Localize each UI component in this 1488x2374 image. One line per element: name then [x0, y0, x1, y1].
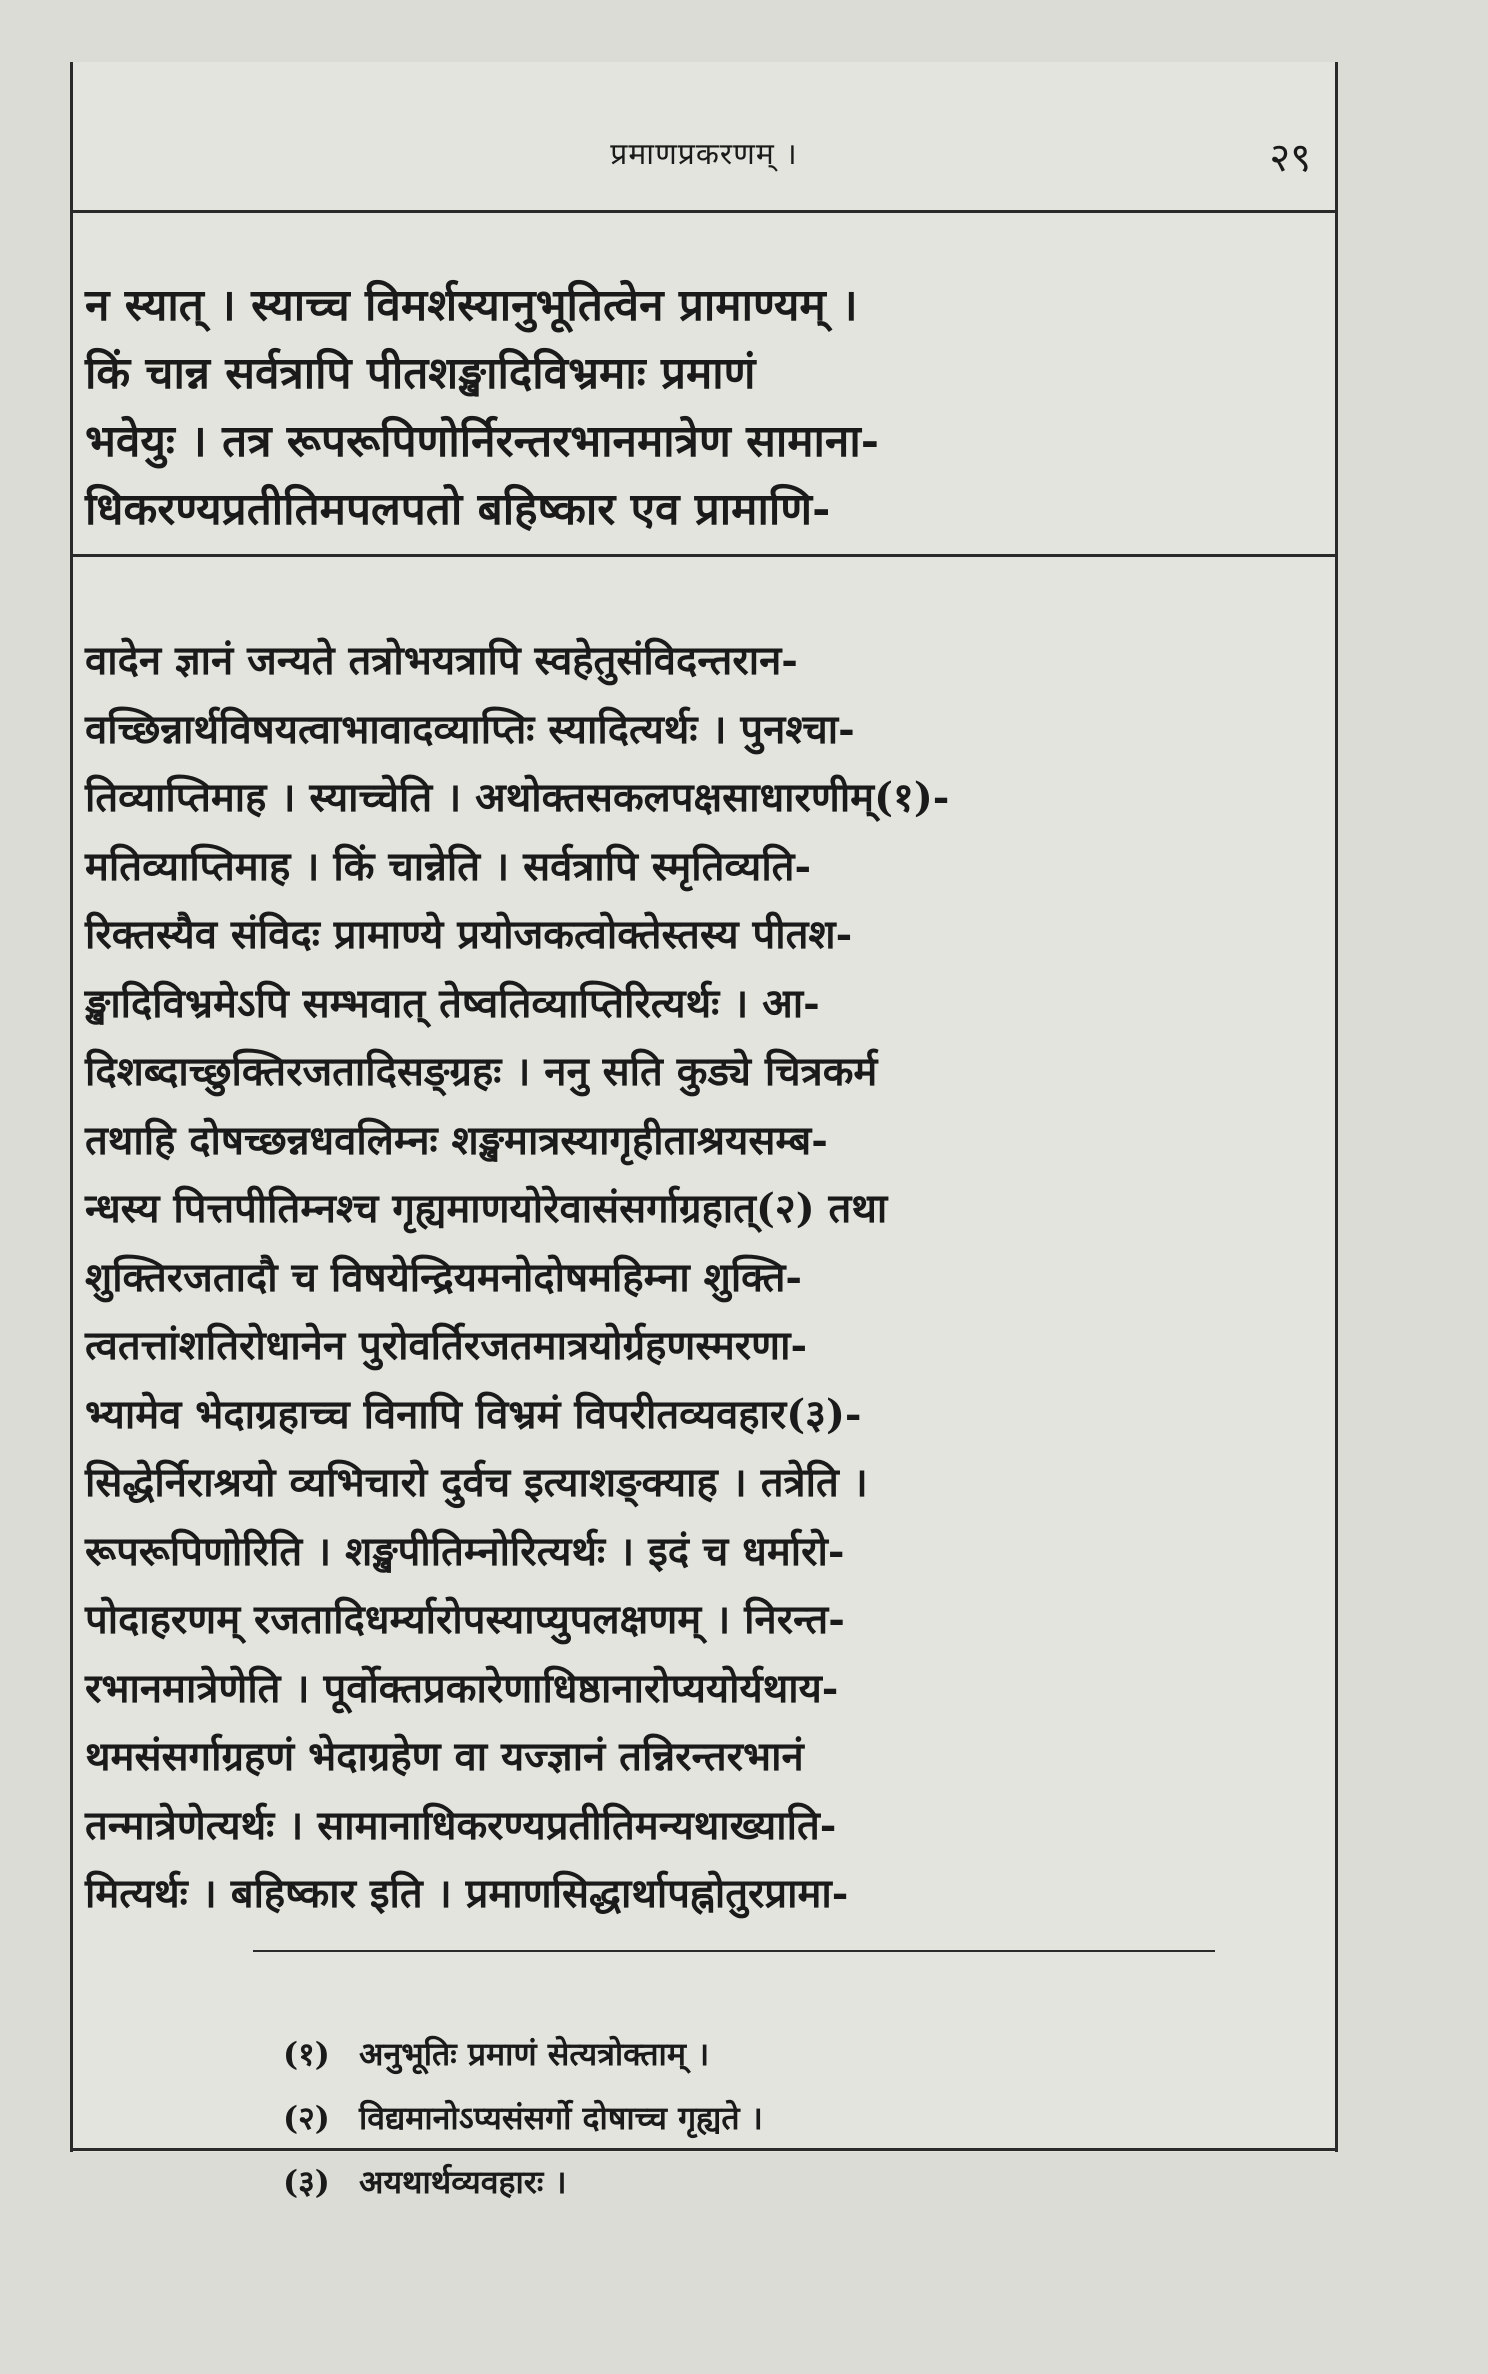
commentary-line: शुक्तिरजतादौ च विषयेन्द्रियमनोदोषमहिम्ना शुक्ति-: [85, 1253, 803, 1301]
footnote: [283, 2150, 1295, 2214]
commentary-line: भ्यामेव भेदाग्रहाच्च विनापि विभ्रमं विपरीतव्यवहार(३)-: [85, 1390, 862, 1438]
footnote: [283, 2022, 1295, 2086]
text-commentary-rule: [73, 554, 1335, 557]
header-rule: [73, 210, 1335, 213]
footnote-mark: (२): [283, 2099, 330, 2137]
commentary-text: [85, 627, 1323, 1929]
commentary-line: मित्यर्थः । बहिष्कार इति । प्रमाणसिद्धार्थापह्नोतुरप्रामा-: [85, 1870, 849, 1917]
page-number: २९: [1269, 135, 1311, 181]
commentary-line: तन्मात्रेणेत्यर्थः । सामानाधिकरण्यप्रतीतिमन्यथाख्याति-: [85, 1801, 837, 1849]
commentary-line: पोदाहरणम् रजतादिधर्म्यारोपस्याप्युपलक्षणम् । निरन्त-: [85, 1596, 845, 1643]
commentary-line: तथाहि दोषच्छन्नधवलिम्नः शङ्खमात्रस्यागृहीताश्रयसम्ब-: [85, 1116, 828, 1164]
footnote-text: अनुभूतिः प्रमाणं सेत्यत्रोक्ताम् ।: [359, 2035, 710, 2073]
book-page: [70, 62, 1338, 2201]
commentary-line: वच्छिन्नार्थविषयत्वाभावादव्याप्तिः स्यादित्यर्थः । पुनश्चा-: [85, 705, 855, 753]
main-line: भवेयुः । तत्र रूपरूपिणोर्निरन्तरभानमात्रेण सामाना-: [85, 416, 880, 467]
main-line: धिकरण्यप्रतीतिमपलपतो बहिष्कार एव प्रामाणि-: [85, 484, 831, 535]
footnote-mark: (१): [283, 2035, 330, 2073]
commentary-line: रिक्तस्यैव संविदः प्रामाण्ये प्रयोजकत्वोक्तेस्तस्य पीतश-: [85, 911, 853, 958]
commentary-line: रभानमात्रेणेति । पूर्वोक्तप्रकारेणाधिष्ठानारोप्ययोर्यथाय-: [85, 1664, 839, 1712]
main-text: [85, 272, 1323, 544]
bottom-rule: [73, 2148, 1335, 2151]
running-title: प्रमाणप्रकरणम् ।: [610, 136, 798, 172]
footnotes: [283, 2022, 1295, 2214]
commentary-line: थमसंसर्गाग्रहणं भेदाग्रहेण वा यज्ज्ञानं तन्निरन्तरभानं: [85, 1733, 804, 1780]
commentary-line: तिव्याप्तिमाह । स्याच्चेति । अथोक्तसकलपक्षसाधारणीम्(१)-: [85, 774, 950, 821]
footnote-mark: (३): [283, 2163, 330, 2201]
commentary-line: दिशब्दाच्छुक्तिरजतादिसङ्ग्रहः । ननु सति कुड्ये चित्रकर्म: [85, 1048, 878, 1095]
commentary-line: मतिव्याप्तिमाह । किं चान्नेति । सर्वत्रापि स्मृतिव्यति-: [85, 842, 812, 890]
commentary-line: सिद्धेर्निराश्रयो व्यभिचारो दुर्वच इत्याशङ्क्याह । तत्रेति ।: [85, 1459, 868, 1506]
commentary-line: रूपरूपिणोरिति । शङ्खपीतिम्नोरित्यर्थः । इदं च धर्मारो-: [85, 1527, 845, 1575]
main-line: न स्यात् । स्याच्च विमर्शस्यानुभूतित्वेन प्रामाण्यम् ।: [85, 280, 858, 331]
commentary-line: न्धस्य पित्तपीतिम्नश्च गृह्यमाणयोरेवासंसर्गाग्रहात्(२) तथा: [85, 1185, 888, 1232]
main-line: किं चान्न सर्वत्रापि पीतशङ्खादिविभ्रमाः प्रमाणं: [85, 348, 756, 399]
footnote: [283, 2086, 1295, 2150]
commentary-line: वादेन ज्ञानं जन्यते तत्रोभयत्रापि स्वहेतुसंविदन्तरान-: [85, 637, 798, 684]
commentary-line: ङ्खादिविभ्रमेऽपि सम्भवात् तेष्वतिव्याप्तिरित्यर्थः । आ-: [85, 979, 820, 1027]
footnote-text: अयथार्थव्यवहारः ।: [359, 2163, 567, 2201]
commentary-line: त्वतत्तांशतिरोधानेन पुरोवर्तिरजतमात्रयोर्ग्रहणस्मरणा-: [85, 1322, 808, 1369]
footnote-text: विद्यमानोऽप्यसंसर्गो दोषाच्च गृह्यते ।: [359, 2099, 763, 2137]
running-header: [73, 122, 1335, 182]
footnote-rule: [253, 1950, 1215, 1952]
